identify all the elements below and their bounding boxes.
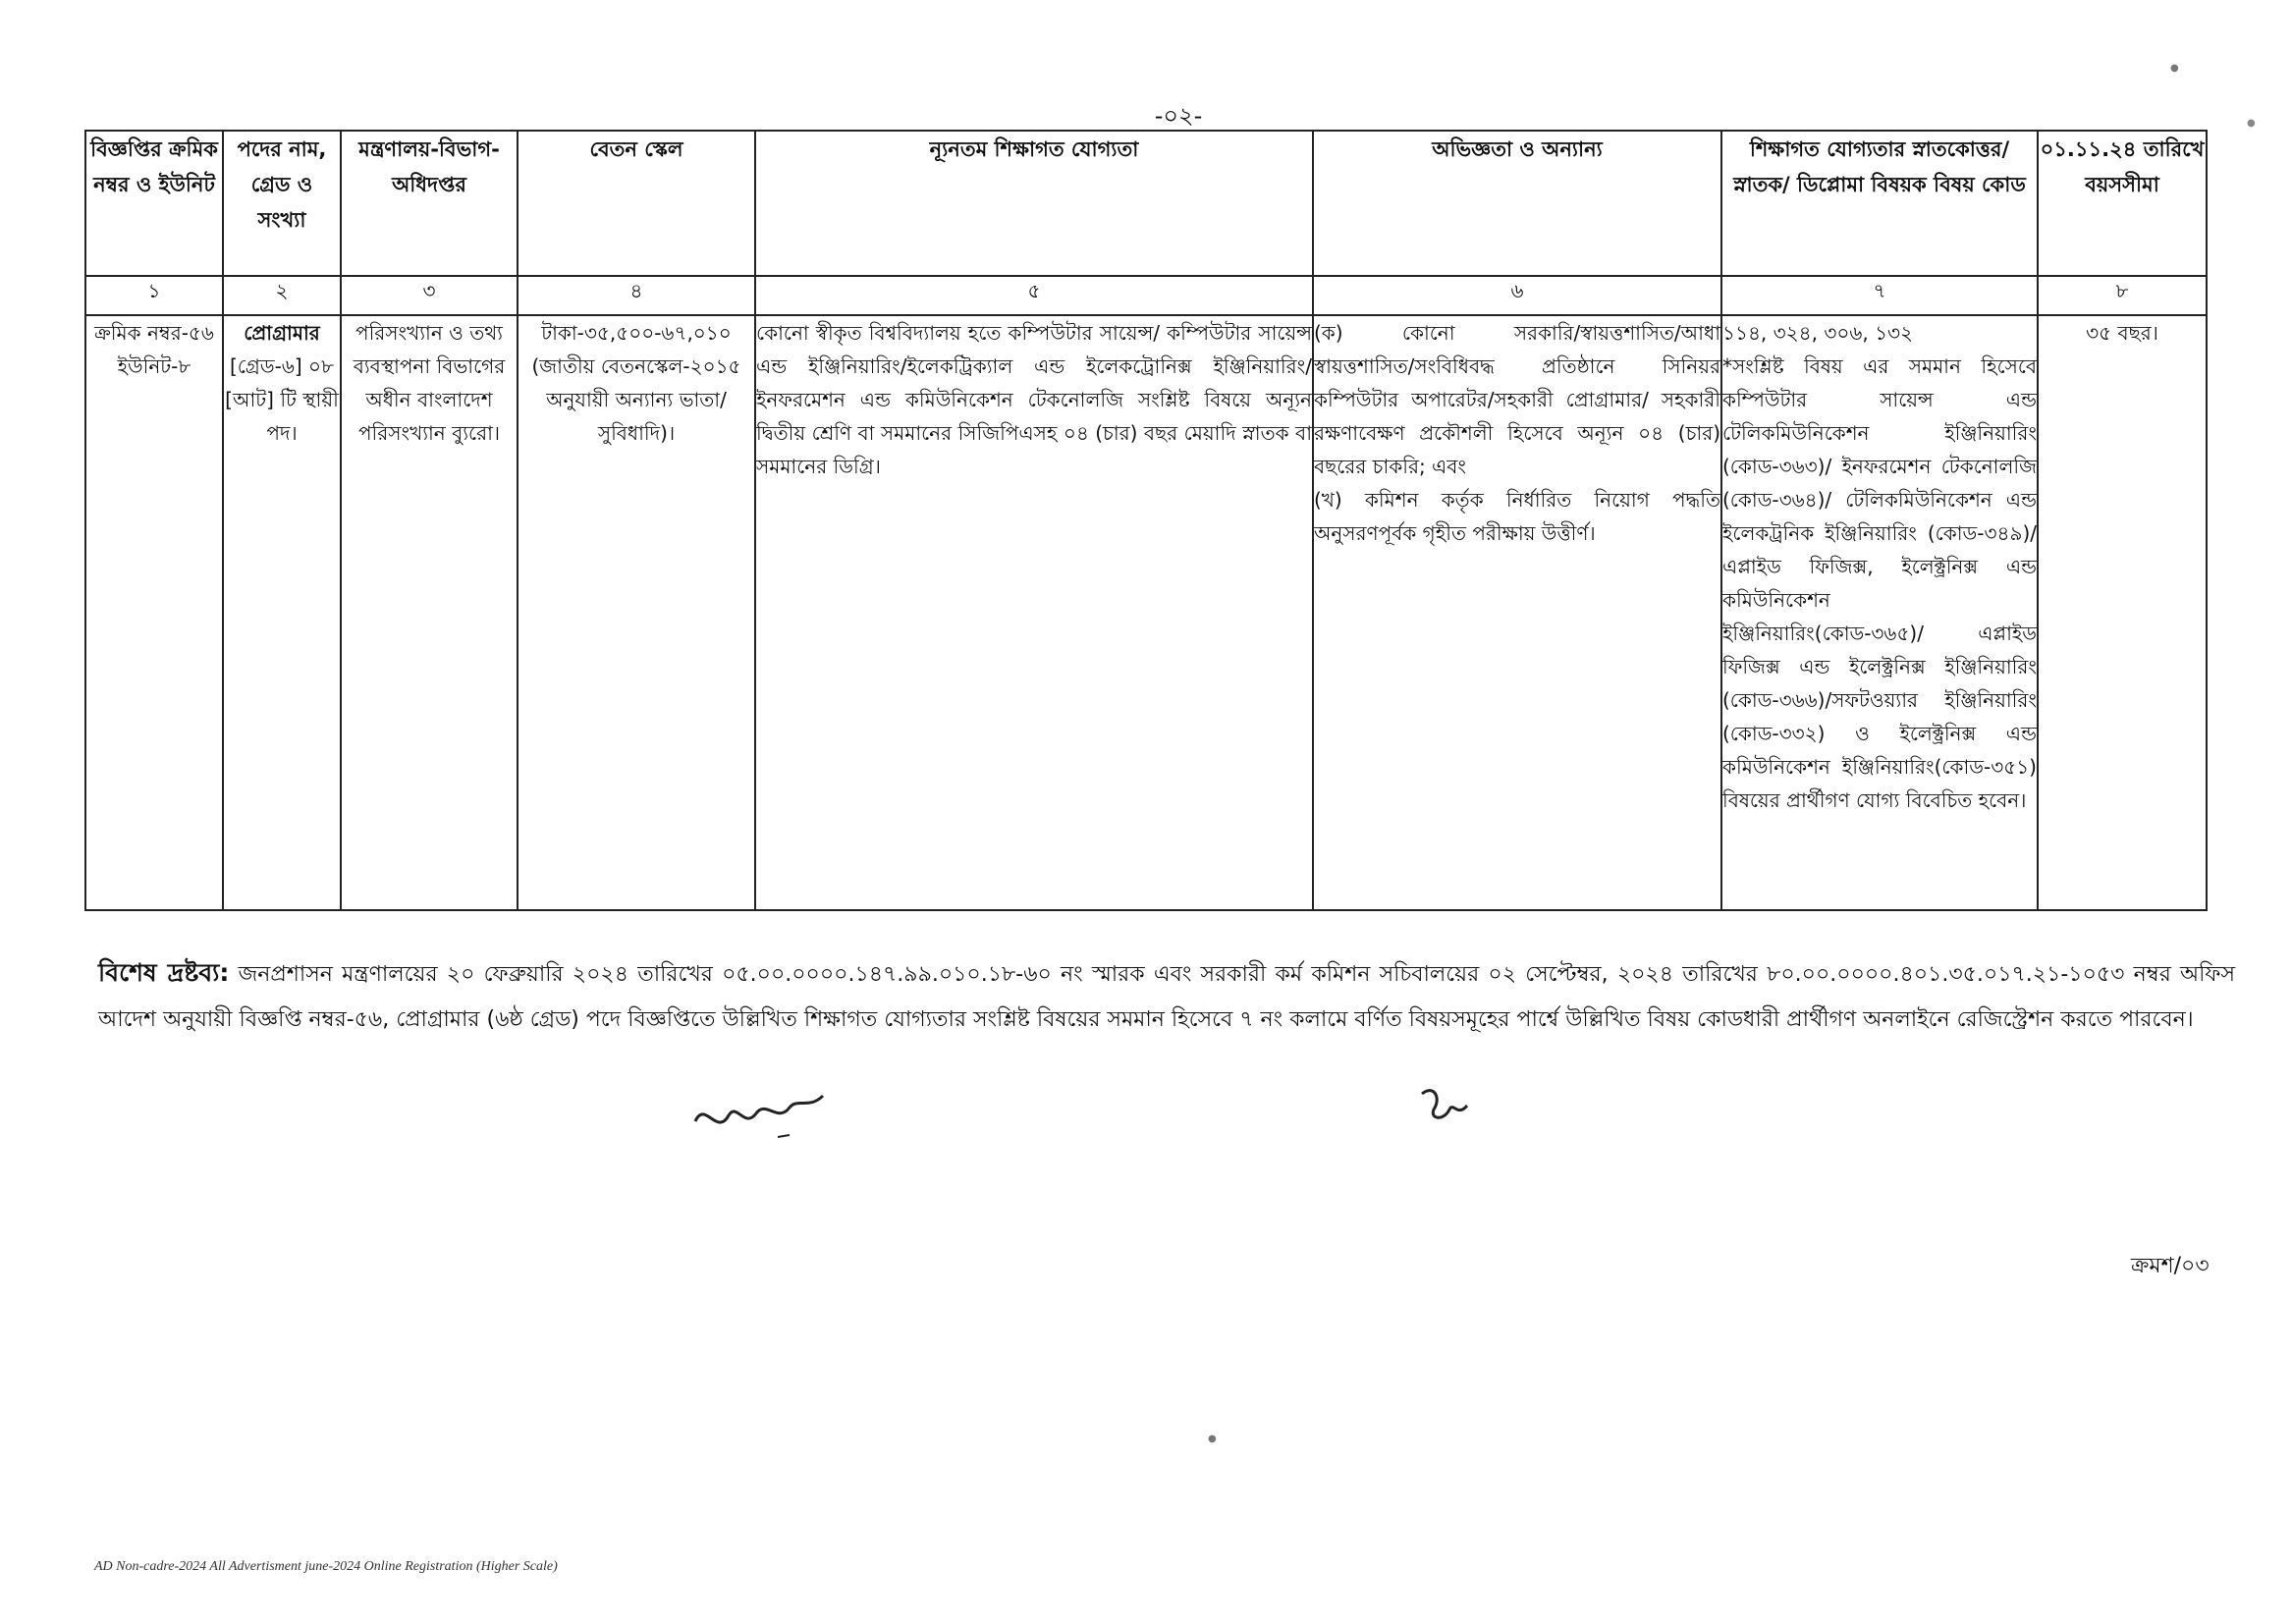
column-number: ৫ bbox=[755, 276, 1313, 315]
special-note bbox=[98, 950, 2235, 1043]
header-row bbox=[85, 131, 2207, 276]
special-note-text: জনপ্রশাসন মন্ত্রণালয়ের ২০ ফেব্রুয়ারি ২০২৪ তারিখের ০৫.০০.০০০০.১৪৭.৯৯.০১০.১৮-৬০ নং স্মারক এবং সরকারী কর্ম কমিশন সচিবালয়ের ০২ সেপ্টেম্বর, ২০২৪ তারিখের ৮০.০০.০০০০.৪০১.৩৫.০১৭.২১-১০৫৩ নম্বর অফিস আদেশ অনুযায়ী বিজ্ঞপ্তি নম্বর-৫৬, প্রোগ্রামার (৬ষ্ঠ গ্রেড) পদে বিজ্ঞপ্তিতে উল্লিখিত শিক্ষাগত যোগ্যতার সংশ্লিষ্ট বিষয়ের সমমান হিসেবে ৭ নং কলামে বর্ণিত বিষয়সমূহের পার্শ্বে উল্লিখিত বিষয় কোডধারী প্রার্থীগণ অনলাইনে রেজিস্ট্রেশন করতে পারবেন। bbox=[98, 962, 2236, 1032]
footer-reference: AD Non-cadre-2024 All Advertisment june-2024 Online Registration (Higher Scale) bbox=[94, 1559, 558, 1574]
column-number: ৩ bbox=[341, 276, 518, 315]
column-number: ৭ bbox=[1721, 276, 2038, 315]
header-experience: অভিজ্ঞতা ও অন্যান্য bbox=[1313, 131, 1721, 276]
recruitment-table bbox=[84, 130, 2208, 911]
table-row bbox=[85, 315, 2207, 910]
header-post: পদের নাম, গ্রেড ও সংখ্যা bbox=[223, 131, 341, 276]
experience-cell bbox=[1313, 315, 1721, 910]
scan-mark: ● bbox=[2247, 118, 2256, 129]
signature-2 bbox=[1414, 1080, 1483, 1139]
signature-1 bbox=[687, 1080, 835, 1149]
subject-code-cell bbox=[1721, 315, 2038, 910]
header-serial: বিজ্ঞপ্তির ক্রমিক নম্বর ও ইউনিট bbox=[85, 131, 223, 276]
ministry-cell: পরিসংখ্যান ও তথ্য ব্যবস্থাপনা বিভাগের অধীন বাংলাদেশ পরিসংখ্যান ব্যুরো। bbox=[341, 315, 518, 910]
column-number: ২ bbox=[223, 276, 341, 315]
scan-mark: ● bbox=[2170, 63, 2179, 74]
column-number-row bbox=[85, 276, 2207, 315]
page-number: -০২- bbox=[1154, 102, 1203, 130]
post-detail: [গ্রেড-৬] ০৮ [আট] টি স্থায়ী পদ। bbox=[225, 354, 339, 445]
age-limit-cell: ৩৫ বছর। bbox=[2038, 315, 2207, 910]
column-number: ৪ bbox=[518, 276, 755, 315]
post-cell bbox=[223, 315, 341, 910]
header-subject-code: শিক্ষাগত যোগ্যতার স্নাতকোত্তর/স্নাতক/ ডিপ্লোমা বিষয়ক বিষয় কোড bbox=[1721, 131, 2038, 276]
pay-scale-cell: টাকা-৩৫,৫০০-৬৭,০১০ (জাতীয় বেতনস্কেল-২০১৫ অনুযায়ী অন্যান্য ভাতা/সুবিধাদি)। bbox=[518, 315, 755, 910]
header-ministry: মন্ত্রণালয়-বিভাগ-অধিদপ্তর bbox=[341, 131, 518, 276]
header-pay-scale: বেতন স্কেল bbox=[518, 131, 755, 276]
column-number: ১ bbox=[85, 276, 223, 315]
column-number: ৮ bbox=[2038, 276, 2207, 315]
column-number: ৬ bbox=[1313, 276, 1721, 315]
header-qualification: ন্যূনতম শিক্ষাগত যোগ্যতা bbox=[755, 131, 1313, 276]
header-age-limit: ০১.১১.২৪ তারিখে বয়সসীমা bbox=[2038, 131, 2207, 276]
post-name: প্রোগ্রামার bbox=[244, 321, 320, 345]
subject-note: *সংশ্লিষ্ট বিষয় এর সমমান হিসেবে কম্পিউটার সায়েন্স এন্ড টেলিকমিউনিকেশন ইঞ্জিনিয়ারিং (কোড-৩৬৩)/ ইনফরমেশন টেকনোলজি (কোড-৩৬৪)/ টেলিকমিউনিকেশন এন্ড ইলেকট্রনিক ইঞ্জিনিয়ারিং (কোড-৩৪৯)/ এপ্লাইড ফিজিক্স, ইলেক্ট্রনিক্স এন্ড কমিউনিকেশন ইঞ্জিনিয়ারিং(কোড-৩৬৫)/ এপ্লাইড ফিজিক্স এন্ড ইলেক্ট্রনিক্স ইঞ্জিনিয়ারিং (কোড-৩৬৬)/সফটওয়্যার ইঞ্জিনিয়ারিং (কোড-৩৩২) ও ইলেক্ট্রনিক্স এন্ড কমিউনিকেশন ইঞ্জিনিয়ারিং(কোড-৩৫১) বিষয়ের প্রার্থীগণ যোগ্য বিবেচিত হবেন। bbox=[1722, 354, 2037, 812]
experience-a: (ক) কোনো সরকারি/স্বায়ত্তশাসিত/আধা স্বায়ত্তশাসিত/সংবিধিবদ্ধ প্রতিষ্ঠানে সিনিয়র কম্পিউটার অপারেটর/সহকারী প্রোগ্রামার/ সহকারী রক্ষণাবেক্ষণ প্রকৌশলী হিসেবে অন্যূন ০৪ (চার) বছরের চাকরি; এবং bbox=[1314, 321, 1720, 478]
experience-b: (খ) কমিশন কর্তৃক নির্ধারিত নিয়োগ পদ্ধতি অনুসরণপূর্বক গৃহীত পরীক্ষায় উত্তীর্ণ। bbox=[1314, 488, 1720, 545]
serial-cell: ক্রমিক নম্বর-৫৬ ইউনিট-৮ bbox=[85, 315, 223, 910]
qualification-cell: কোনো স্বীকৃত বিশ্ববিদ্যালয় হতে কম্পিউটার সায়েন্স/ কম্পিউটার সায়েন্স এন্ড ইঞ্জিনিয়ারিং/ইলেকট্রিক্যাল এন্ড ইলেকট্রোনিক্স ইঞ্জিনিয়ারিং/ইনফরমেশন এন্ড কমিউনিকেশন টেকনোলজি সংশ্লিষ্ট বিষয়ে অন্যূন দ্বিতীয় শ্রেণি বা সমমানের সিজিপিএসহ ০৪ (চার) বছর মেয়াদি স্নাতক বা সমমানের ডিগ্রি। bbox=[755, 315, 1313, 910]
scan-mark: ● bbox=[1208, 1434, 1217, 1444]
subject-codes: ১১৪, ৩২৪, ৩০৬, ১৩২ bbox=[1722, 321, 1914, 345]
continued-label: ক্রমশ/০৩ bbox=[2131, 1254, 2210, 1278]
special-note-label: বিশেষ দ্রষ্টব্য: bbox=[98, 958, 230, 987]
